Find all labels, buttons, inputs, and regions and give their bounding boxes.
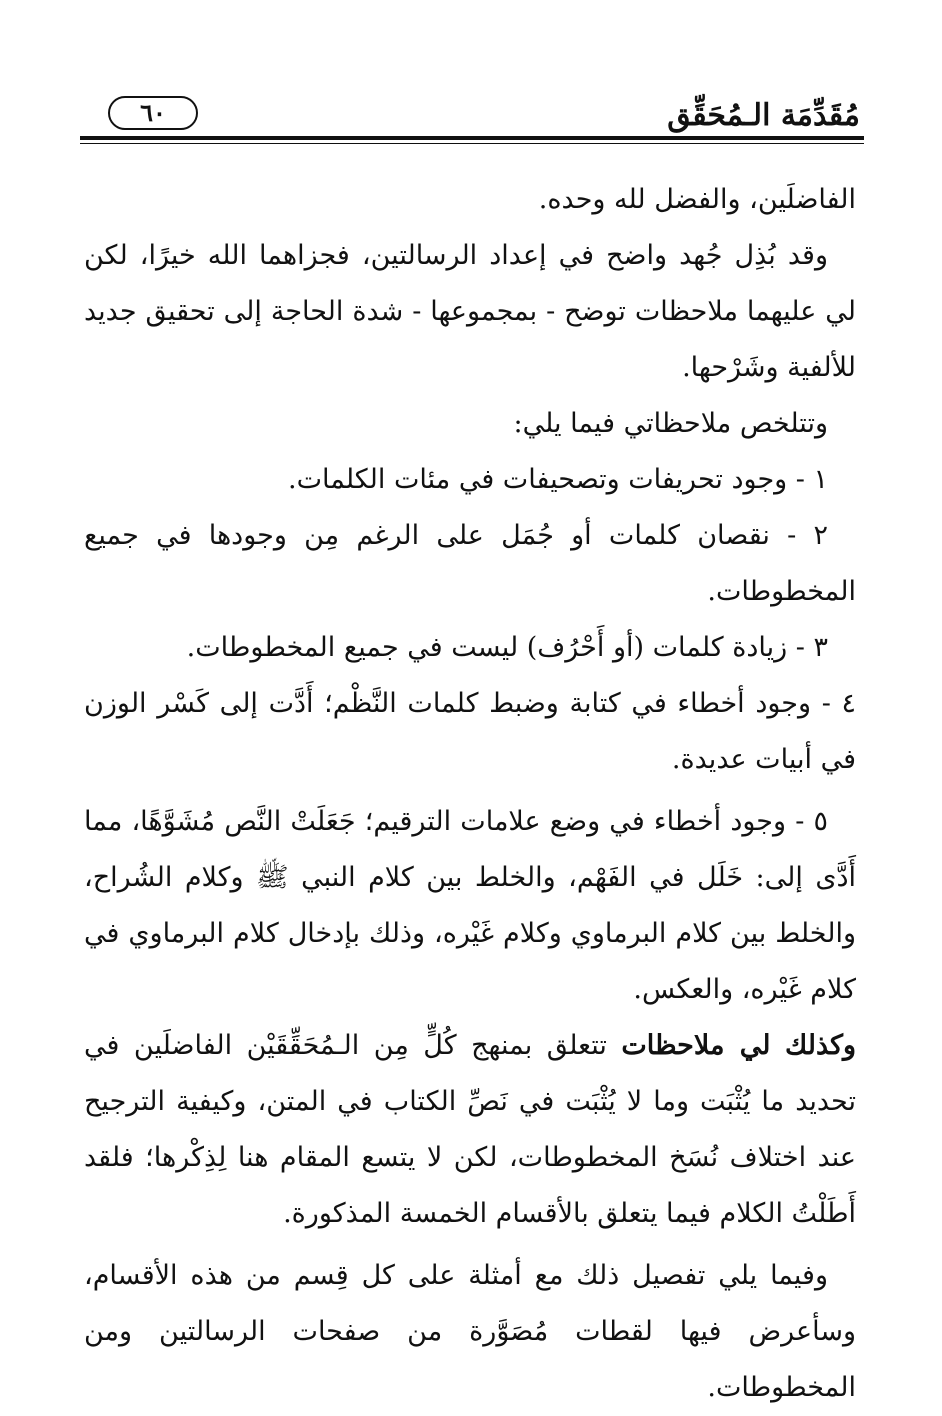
header-rule-thick xyxy=(80,136,864,140)
page-number: ٦٠ xyxy=(140,98,166,127)
list-item-3: ٣ - زيادة كلمات (أو أَحْرُف) ليست في جميع المخطوطات. xyxy=(186,632,828,663)
notes-paragraph-text: تتعلق بمنهج كُلٍّ مِن الـمُحَقِّقَيْن الفاضلَين في تحديد ما يُثْبَت وما لا يُثْبَت في نَصِّ الكتاب في المتن، وكيفية الترجيح عند اختلاف نُسَخ المخطوطات، لكن لا يتسع المقام هنا لِذِكْرها؛ فلقد أَطَلْتُ الكلام فيما يتعلق بالأقسام الخمسة المذكورة. xyxy=(84,1030,856,1229)
list-item-5: ٥ - وجود أخطاء في وضع علامات الترقيم؛ جَعَلَتْ النَّص مُشَوَّهًا، مما أَدَّى إلى: خَلَل في الفَهْم، والخلط بين كلام النبي ﷺ وكلام الشُراح، والخلط بين كلام البرماوي وكلام غَيْره، وذلك بإدخال كلام البرماوي في كلام غَيْره، والعكس. xyxy=(84,806,856,1005)
running-title: مُقَدِّمَة الـمُحَقِّق xyxy=(667,98,860,133)
page-body xyxy=(84,172,856,1416)
paragraph-3: وتتلخص ملاحظاتي فيما يلي: xyxy=(513,408,828,439)
notes-paragraph xyxy=(84,1018,856,1242)
lead-underlined-phrase: لي ملاحظات xyxy=(621,1030,771,1061)
list-item-1: ١ - وجود تحريفات وتصحيفات في مئات الكلمات. xyxy=(287,464,828,495)
list-item-4: ٤ - وجود أخطاء في كتابة وضبط كلمات النَّظْم؛ أَدَّت إلى كَسْر الوزن في أبيات عديدة. xyxy=(84,688,856,775)
lead-word: وكذلك xyxy=(784,1030,857,1061)
list-item-2: ٢ - نقصان كلمات أو جُمَل على الرغم مِن وجودها في جميع المخطوطات. xyxy=(84,520,856,607)
closing-paragraph: وفيما يلي تفصيل ذلك مع أمثلة على كل قِسم من هذه الأقسام، وسأعرض فيها لقطات مُصَوَّرة من صفحات الرسالتين ومن المخطوطات. xyxy=(84,1260,856,1403)
page-header xyxy=(80,92,864,144)
page-number-badge xyxy=(108,96,198,130)
paragraph-1: الفاضلَين، والفضل لله وحده. xyxy=(538,184,856,215)
header-rule-thin xyxy=(80,143,864,144)
paragraph-2: وقد بُذِل جُهد واضح في إعداد الرسالتين، فجزاهما الله خيرًا، لكن لي عليهما ملاحظات توضح - بمجموعها - شدة الحاجة إلى تحقيق جديد للألفية وشَرْحها. xyxy=(84,240,856,383)
